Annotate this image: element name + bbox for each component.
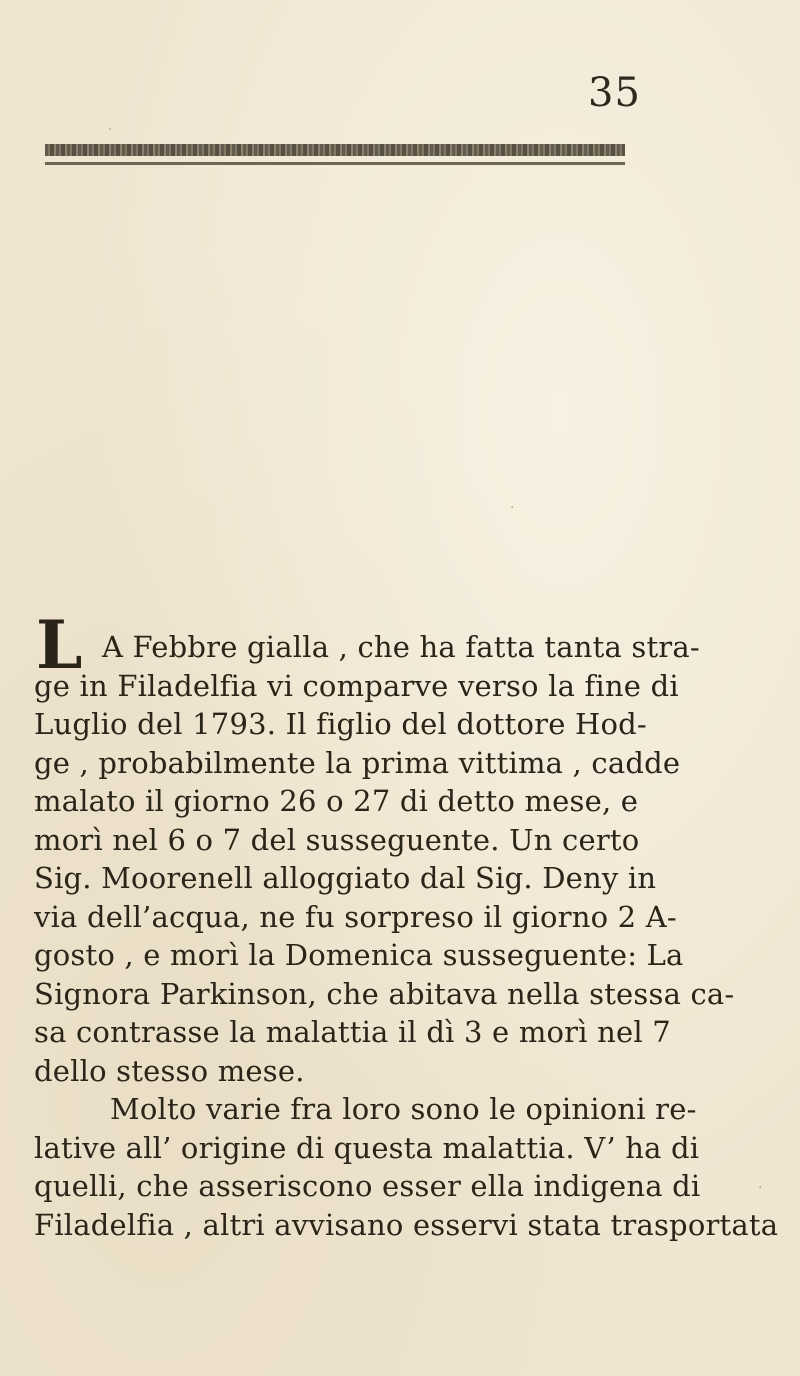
text-line: ge in Filadelfia vi comparve verso la fine di [34, 668, 679, 703]
text-line [34, 606, 700, 684]
text-line: malato il giorno 26 o 27 di detto mese, e [34, 784, 639, 818]
text-line: dello stesso mese. [34, 1053, 305, 1088]
text-line: Signora Parkinson, che abitava nella stessa ca- [34, 976, 735, 1011]
text-line: quelli, che asseriscono esser ella indigena di [34, 1169, 701, 1203]
text-line: sa contrasse la malattia il dì 3 e morì nel 7 [34, 1015, 671, 1049]
text-line: gosto , e morì la Domenica susseguente: La [34, 938, 684, 972]
text-line: Filadelfia , altri avvisano esservi stata trasportata [34, 1207, 779, 1242]
text-line: lative all’ origine di questa malattia. V’ ha di [34, 1130, 700, 1165]
paper-speck: · [108, 122, 113, 138]
page-number: 35 [588, 70, 641, 116]
text-line: via dell’acqua, ne fu sorpreso il giorno 2 A- [34, 899, 677, 934]
text-line: morì nel 6 o 7 del susseguente. Un certo [34, 822, 640, 857]
header-ornament [45, 144, 625, 165]
text-line: Molto varie fra loro sono le opinioni re- [110, 1092, 697, 1126]
text-line: ge , probabilmente la prima vittima , cadde [34, 745, 681, 780]
text-line: Sig. Moorenell alloggiato dal Sig. Deny in [34, 861, 657, 895]
paper-speck: · [758, 1180, 763, 1196]
paper-speck: · [510, 500, 515, 516]
ornament-rule [45, 162, 625, 165]
text-line-content: A Febbre gialla , che ha fatta tanta stra- [102, 630, 700, 664]
body-text [34, 606, 779, 1244]
ornament-band [45, 144, 625, 156]
drop-cap: L [36, 606, 83, 684]
text-line: Luglio del 1793. Il figlio del dottore Hod- [34, 707, 647, 741]
